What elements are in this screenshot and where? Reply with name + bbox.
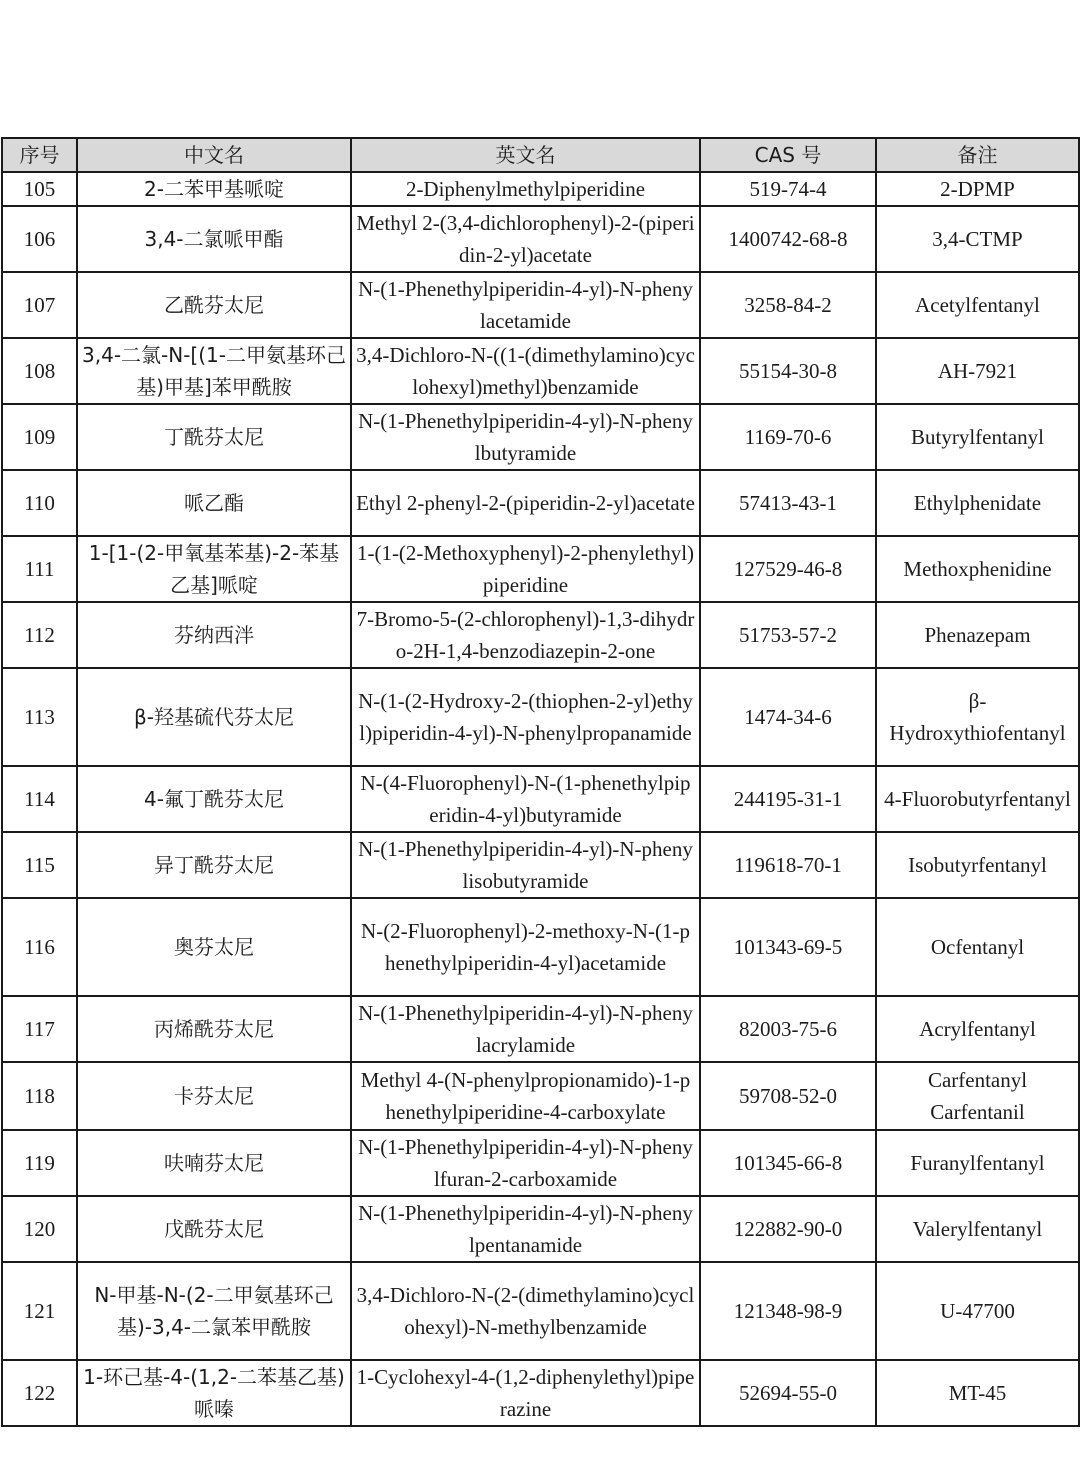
cell-chinese-name: 2-二苯甲基哌啶 [77, 172, 351, 206]
cell-note: 3,4-CTMP [876, 206, 1079, 272]
cell-cas: 82003-75-6 [700, 996, 876, 1062]
table-row [2, 766, 1079, 832]
cell-no: 114 [2, 766, 77, 832]
cell-chinese-name: 3,4-二氯-N-[(1-二甲氨基环己基)甲基]苯甲酰胺 [77, 338, 351, 404]
cell-note: Phenazepam [876, 602, 1079, 668]
cell-no: 107 [2, 272, 77, 338]
table-row [2, 404, 1079, 470]
substance-table [1, 137, 1080, 1427]
cell-no: 115 [2, 832, 77, 898]
cell-english-name: 2-Diphenylmethylpiperidine [351, 172, 700, 206]
cell-note: Methoxphenidine [876, 536, 1079, 602]
table-row [2, 1360, 1079, 1426]
cell-cas: 122882-90-0 [700, 1196, 876, 1262]
cell-note: β-Hydroxythiofentanyl [876, 668, 1079, 766]
cell-english-name: 3,4-Dichloro-N-(2-(dimethylamino)cyclohexyl)-N-methylbenzamide [351, 1262, 700, 1360]
cell-english-name: Methyl 4-(N-phenylpropionamido)-1-phenethylpiperidine-4-carboxylate [351, 1062, 700, 1130]
header-no: 序号 [2, 138, 77, 172]
cell-note: 2-DPMP [876, 172, 1079, 206]
cell-english-name: N-(1-Phenethylpiperidin-4-yl)-N-phenylacetamide [351, 272, 700, 338]
cell-no: 106 [2, 206, 77, 272]
cell-english-name: N-(1-(2-Hydroxy-2-(thiophen-2-yl)ethyl)piperidin-4-yl)-N-phenylpropanamide [351, 668, 700, 766]
cell-english-name: N-(1-Phenethylpiperidin-4-yl)-N-phenylisobutyramide [351, 832, 700, 898]
header-english-name: 英文名 [351, 138, 700, 172]
table-row [2, 996, 1079, 1062]
cell-english-name: 3,4-Dichloro-N-((1-(dimethylamino)cyclohexyl)methyl)benzamide [351, 338, 700, 404]
cell-no: 120 [2, 1196, 77, 1262]
table-row [2, 172, 1079, 206]
cell-no: 122 [2, 1360, 77, 1426]
cell-chinese-name: 丁酰芬太尼 [77, 404, 351, 470]
cell-note: Ocfentanyl [876, 898, 1079, 996]
cell-english-name: N-(1-Phenethylpiperidin-4-yl)-N-phenylpentanamide [351, 1196, 700, 1262]
cell-note: MT-45 [876, 1360, 1079, 1426]
cell-chinese-name: 异丁酰芬太尼 [77, 832, 351, 898]
cell-note: Acrylfentanyl [876, 996, 1079, 1062]
cell-no: 110 [2, 470, 77, 536]
cell-no: 113 [2, 668, 77, 766]
cell-chinese-name: 丙烯酰芬太尼 [77, 996, 351, 1062]
cell-chinese-name: 3,4-二氯哌甲酯 [77, 206, 351, 272]
cell-english-name: N-(1-Phenethylpiperidin-4-yl)-N-phenylfuran-2-carboxamide [351, 1130, 700, 1196]
table-row [2, 272, 1079, 338]
cell-no: 117 [2, 996, 77, 1062]
cell-chinese-name: 乙酰芬太尼 [77, 272, 351, 338]
cell-chinese-name: 1-[1-(2-甲氧基苯基)-2-苯基乙基]哌啶 [77, 536, 351, 602]
header-row [2, 138, 1079, 172]
cell-note: AH-7921 [876, 338, 1079, 404]
cell-chinese-name: 芬纳西泮 [77, 602, 351, 668]
cell-chinese-name: 1-环己基-4-(1,2-二苯基乙基)哌嗪 [77, 1360, 351, 1426]
table-row [2, 1196, 1079, 1262]
cell-english-name: N-(4-Fluorophenyl)-N-(1-phenethylpiperidin-4-yl)butyramide [351, 766, 700, 832]
table-row [2, 338, 1079, 404]
cell-chinese-name: 奥芬太尼 [77, 898, 351, 996]
cell-note: Ethylphenidate [876, 470, 1079, 536]
cell-cas: 244195-31-1 [700, 766, 876, 832]
cell-chinese-name: β-羟基硫代芬太尼 [77, 668, 351, 766]
cell-note: Furanylfentanyl [876, 1130, 1079, 1196]
table-row [2, 206, 1079, 272]
cell-no: 108 [2, 338, 77, 404]
cell-cas: 59708-52-0 [700, 1062, 876, 1130]
cell-english-name: 1-Cyclohexyl-4-(1,2-diphenylethyl)piperazine [351, 1360, 700, 1426]
cell-chinese-name: N-甲基-N-(2-二甲氨基环己基)-3,4-二氯苯甲酰胺 [77, 1262, 351, 1360]
cell-cas: 101343-69-5 [700, 898, 876, 996]
table-row [2, 602, 1079, 668]
header-chinese-name: 中文名 [77, 138, 351, 172]
cell-cas: 127529-46-8 [700, 536, 876, 602]
cell-english-name: Ethyl 2-phenyl-2-(piperidin-2-yl)acetate [351, 470, 700, 536]
table-row [2, 536, 1079, 602]
cell-no: 119 [2, 1130, 77, 1196]
header-note: 备注 [876, 138, 1079, 172]
cell-cas: 1169-70-6 [700, 404, 876, 470]
cell-english-name: 1-(1-(2-Methoxyphenyl)-2-phenylethyl)piperidine [351, 536, 700, 602]
cell-note: Butyrylfentanyl [876, 404, 1079, 470]
cell-no: 109 [2, 404, 77, 470]
cell-cas: 3258-84-2 [700, 272, 876, 338]
cell-cas: 57413-43-1 [700, 470, 876, 536]
table-row [2, 668, 1079, 766]
table-row [2, 1062, 1079, 1130]
cell-cas: 55154-30-8 [700, 338, 876, 404]
cell-no: 116 [2, 898, 77, 996]
table-row [2, 832, 1079, 898]
table-row [2, 470, 1079, 536]
cell-cas: 101345-66-8 [700, 1130, 876, 1196]
cell-chinese-name: 4-氟丁酰芬太尼 [77, 766, 351, 832]
cell-no: 118 [2, 1062, 77, 1130]
cell-cas: 1400742-68-8 [700, 206, 876, 272]
cell-note: 4-Fluorobutyrfentanyl [876, 766, 1079, 832]
cell-chinese-name: 呋喃芬太尼 [77, 1130, 351, 1196]
cell-note: Acetylfentanyl [876, 272, 1079, 338]
cell-cas: 51753-57-2 [700, 602, 876, 668]
cell-cas: 121348-98-9 [700, 1262, 876, 1360]
cell-no: 111 [2, 536, 77, 602]
cell-note: Valerylfentanyl [876, 1196, 1079, 1262]
cell-chinese-name: 哌乙酯 [77, 470, 351, 536]
cell-english-name: N-(2-Fluorophenyl)-2-methoxy-N-(1-phenethylpiperidin-4-yl)acetamide [351, 898, 700, 996]
cell-no: 112 [2, 602, 77, 668]
header-cas: CAS 号 [700, 138, 876, 172]
cell-cas: 52694-55-0 [700, 1360, 876, 1426]
cell-cas: 119618-70-1 [700, 832, 876, 898]
cell-cas: 519-74-4 [700, 172, 876, 206]
cell-english-name: 7-Bromo-5-(2-chlorophenyl)-1,3-dihydro-2H-1,4-benzodiazepin-2-one [351, 602, 700, 668]
table-row [2, 898, 1079, 996]
cell-english-name: N-(1-Phenethylpiperidin-4-yl)-N-phenylbutyramide [351, 404, 700, 470]
cell-no: 121 [2, 1262, 77, 1360]
table-row [2, 1262, 1079, 1360]
cell-cas: 1474-34-6 [700, 668, 876, 766]
table-row [2, 1130, 1079, 1196]
cell-note: Isobutyrfentanyl [876, 832, 1079, 898]
cell-note: Carfentanyl Carfentanil [876, 1062, 1079, 1130]
cell-note: U-47700 [876, 1262, 1079, 1360]
cell-no: 105 [2, 172, 77, 206]
cell-english-name: N-(1-Phenethylpiperidin-4-yl)-N-phenylacrylamide [351, 996, 700, 1062]
cell-english-name: Methyl 2-(3,4-dichlorophenyl)-2-(piperidin-2-yl)acetate [351, 206, 700, 272]
cell-chinese-name: 戊酰芬太尼 [77, 1196, 351, 1262]
cell-chinese-name: 卡芬太尼 [77, 1062, 351, 1130]
